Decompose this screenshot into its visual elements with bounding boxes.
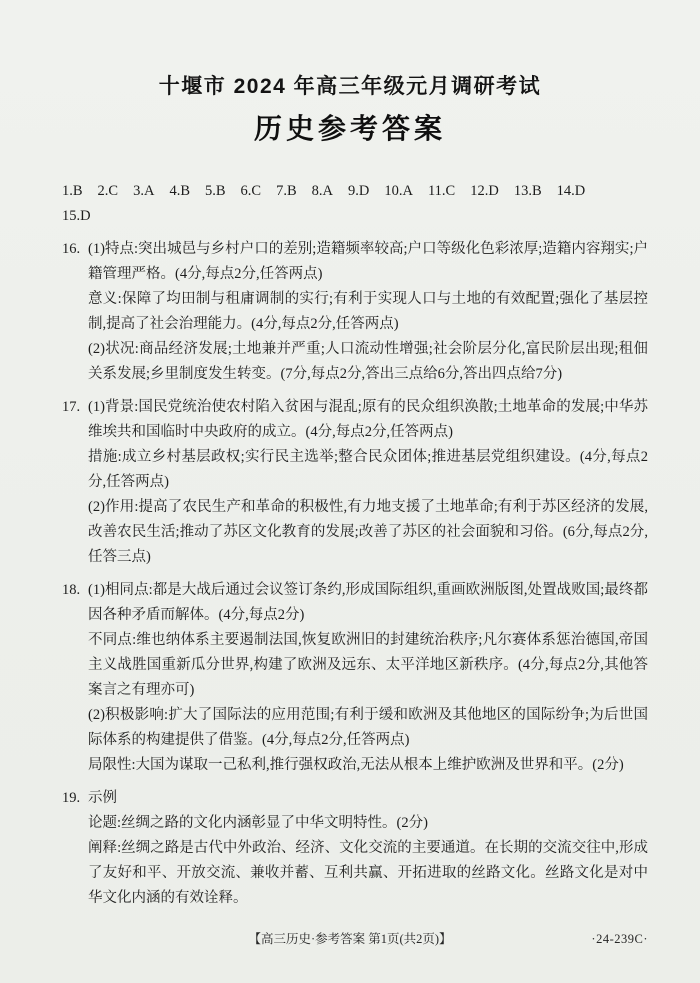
footer-page-info: 【高三历史·参考答案 第1页(共2页)】 — [248, 932, 452, 946]
question-19-number: 19. — [62, 790, 81, 806]
choice-answer: 4.B — [169, 183, 190, 199]
page-footer — [0, 930, 700, 947]
footer-paper-code: ·24-239C· — [591, 932, 648, 946]
question-19-block — [62, 786, 648, 911]
choice-answer: 12.D — [470, 183, 499, 199]
choice-answer: 2.C — [97, 183, 119, 199]
choice-answer: 5.B — [205, 183, 226, 199]
question-17-number: 17. — [62, 399, 81, 415]
choice-answer: 6.C — [240, 183, 262, 199]
question-18-paragraph-3: (2)积极影响:扩大了国际法的应用范围;有利于缓和欧洲及其他地区的国际纷争;为后世国际体系的构建提供了借鉴。(4分,每点2分,任答两点) — [88, 707, 648, 748]
question-18-paragraph-2: 不同点:维也纳体系主要遏制法国,恢复欧洲旧的封建统治秩序;凡尔赛体系惩治德国,帝国主义战胜国重新瓜分世界,构建了欧洲及远东、太平洋地区新秩序。(4分,每点2分,其他答案言之有理亦可) — [88, 632, 648, 698]
question-16-block — [62, 237, 648, 387]
choice-answer: 7.B — [276, 183, 297, 199]
choice-answers-row-2 — [62, 204, 648, 229]
choice-answer: 15.D — [62, 208, 91, 224]
choice-answer: 8.A — [311, 183, 333, 199]
choice-answer: 14.D — [556, 183, 586, 199]
choice-answer: 10.A — [384, 183, 413, 199]
question-17-paragraph-2: 措施:成立乡村基层政权;实行民主选举;整合民众团体;推进基层党组织建设。(4分,每点2分,任答两点) — [88, 449, 648, 490]
choice-answer: 1.B — [62, 183, 83, 199]
question-18-block — [62, 578, 648, 778]
choice-answer: 11.C — [427, 183, 456, 199]
answer-key-title: 历史参考答案 — [253, 113, 446, 144]
question-16-paragraph-2: 意义:保障了均田制与租庸调制的实行;有利于实现人口与土地的有效配置;强化了基层控制,提高了社会治理能力。(4分,每点2分,任答两点) — [88, 291, 648, 332]
question-18-paragraph-4: 局限性:大国为谋取一己私利,推行强权政治,无法从根本上维护欧洲及世界和平。(2分) — [88, 757, 624, 773]
question-18-number: 18. — [62, 582, 81, 598]
question-16-paragraph-3: (2)状况:商品经济发展;土地兼并严重;人口流动性增强;社会阶层分化,富民阶层出现;租佃关系发展;乡里制度发生转变。(7分,每点2分,答出三点给6分,答出四点给7分) — [88, 341, 648, 382]
choice-answer: 9.D — [348, 183, 370, 199]
question-19-paragraph-3: 阐释:丝绸之路是古代中外政治、经济、文化交流的主要通道。在长期的交流交往中,形成了友好和平、开放交流、兼收并蓄、互利共赢、开拓进取的丝路文化。丝路文化是对中华文化内涵的有效诠释。 — [88, 840, 648, 906]
exam-title: 十堰市 2024 年高三年级元月调研考试 — [158, 75, 542, 98]
question-17-block — [62, 395, 648, 570]
question-16-paragraph-1: (1)特点:突出城邑与乡村户口的差别;造籍频率较高;户口等级化色彩浓厚;造籍内容翔实;户籍管理严格。(4分,每点2分,任答两点) — [88, 241, 648, 282]
choice-answer: 3.A — [133, 183, 155, 199]
question-18-paragraph-1: (1)相同点:都是大战后通过会议签订条约,形成国际组织,重画欧洲版图,处置战败国;最终都因各种矛盾而解体。(4分,每点2分) — [88, 582, 648, 623]
question-16-number: 16. — [62, 241, 81, 257]
choice-answers-row-1 — [62, 179, 648, 204]
question-17-paragraph-3: (2)作用:提高了农民生产和革命的积极性,有力地支援了土地革命;有利于苏区经济的发展,改善农民生活;推动了苏区文化教育的发展;改善了苏区的社会面貌和习俗。(6分,每点2分,任答三点) — [88, 499, 648, 565]
question-19-paragraph-2: 论题:丝绸之路的文化内涵彰显了中华文明特性。(2分) — [88, 815, 428, 831]
question-19-paragraph-1: 示例 — [88, 790, 117, 806]
choice-answer: 13.B — [513, 183, 542, 199]
answers-content — [0, 147, 700, 911]
question-17-paragraph-1: (1)背景:国民党统治使农村陷入贫困与混乱;原有的民众组织涣散;土地革命的发展;中华苏维埃共和国临时中央政府的成立。(4分,每点2分,任答两点) — [88, 399, 648, 440]
